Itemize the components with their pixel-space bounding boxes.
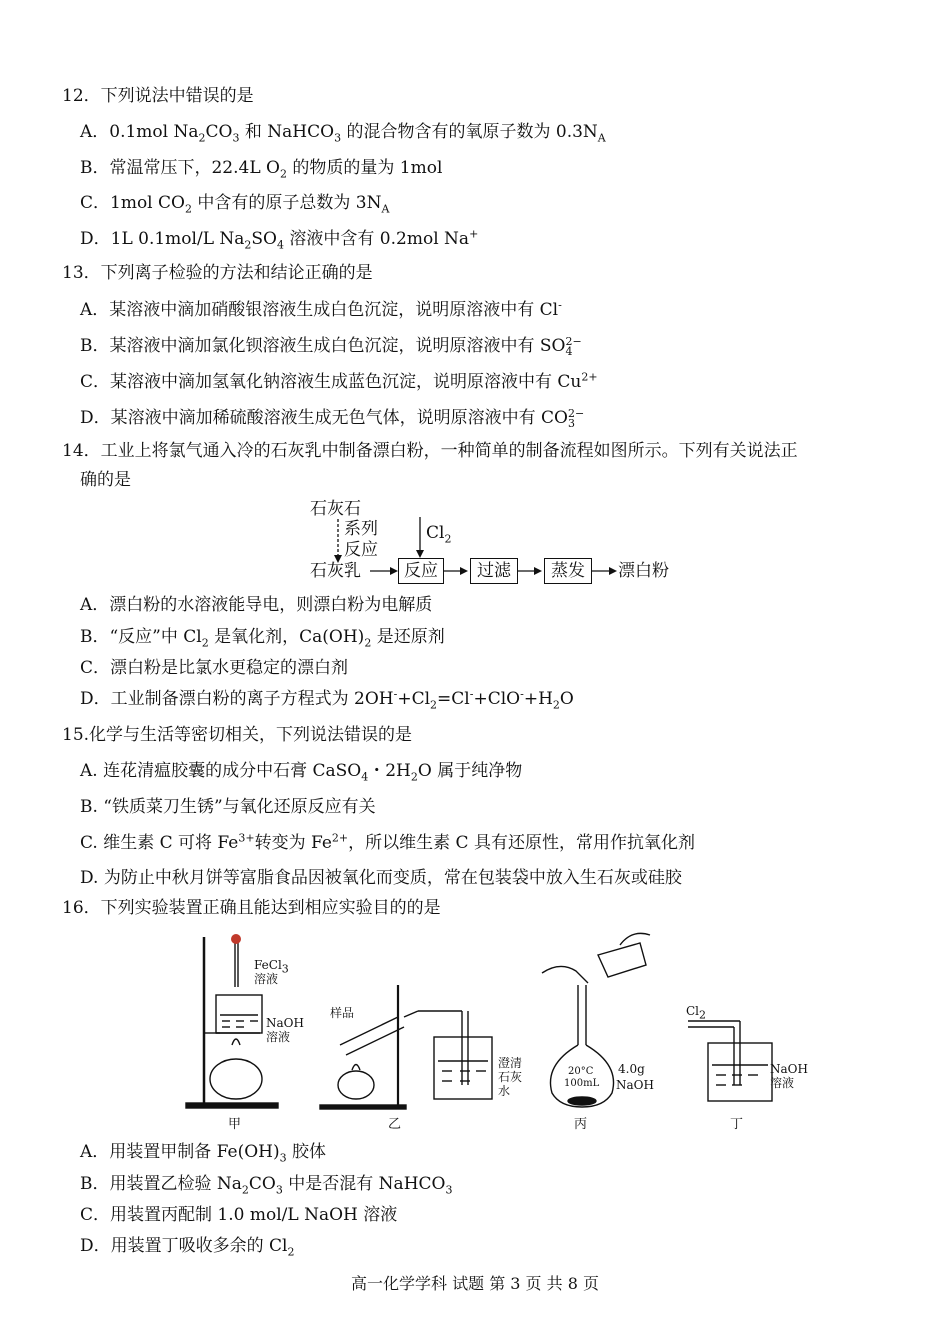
cl2-label: $Cl_2$: [426, 523, 452, 546]
caption-bing: 丙: [574, 1117, 588, 1132]
ding-naoh-label: NaOH: [770, 1062, 808, 1076]
q12-option-a: A．0.1mol $Na_2CO_3$ 和 NaHCO$_3$ 的混合物含有的氧原子数为 $0.3N_A$: [80, 122, 606, 145]
q14-stem-line2: 确的是: [80, 470, 131, 490]
q15-option-c: C. 维生素 C 可将 $Fe^{3+}$转变为 $Fe^{2+}$，所以维生素 C 具有还原性，常用作抗氧化剂: [80, 831, 695, 853]
step-filter: 过滤: [470, 558, 518, 584]
q12-option-c: C．1mol $CO_2$ 中含有的原子总数为 $3N_A$: [80, 193, 390, 216]
q16-stem: 16．下列实验装置正确且能达到相应实验目的的是: [62, 898, 441, 918]
caption-yi: 乙: [388, 1117, 402, 1132]
page-footer: 高一化学学科 试题 第 3 页 共 8 页: [351, 1274, 599, 1293]
caption-jia: 甲: [228, 1117, 242, 1132]
q13-stem: 13．下列离子检验的方法和结论正确的是: [62, 263, 373, 283]
dropper-bulb: [231, 934, 241, 944]
q16-option-d: D．用装置丁吸收多余的 $Cl_2$: [80, 1236, 295, 1259]
sulfate-charge: 2− 4: [565, 334, 582, 358]
q12-stem: 12．下列说法中错误的是: [62, 86, 254, 106]
limestone-label: 石灰石: [310, 499, 361, 519]
q13-option-a: A．某溶液中滴加硝酸银溶液生成白色沉淀，说明原溶液中有 Cl-: [80, 298, 562, 320]
q13-option-b: B．某溶液中滴加氯化钡溶液生成白色沉淀，说明原溶液中有 SO 2− 4: [80, 334, 582, 358]
q16-option-a: A．用装置甲制备 $Fe(OH)_3$ 胶体: [80, 1142, 327, 1165]
reaction-small-label: 反应: [344, 540, 378, 560]
limewater-label-1: 澄清: [498, 1056, 523, 1070]
limewater-label-2: 石灰: [498, 1070, 523, 1084]
flask-volume-label: 100mL: [564, 1078, 600, 1089]
q13-option-d: D．某溶液中滴加稀硫酸溶液生成无色气体，说明原溶液中有 CO 2− 3: [80, 406, 585, 430]
q15-option-b: B. “铁质菜刀生锈”与氧化还原反应有关: [80, 797, 376, 817]
carbonate-charge: 2− 3: [567, 406, 585, 430]
series-label: 系列: [344, 519, 378, 539]
q13-option-c: C．某溶液中滴加氢氧化钠溶液生成蓝色沉淀，说明原溶液中有 $Cu^{2+}$: [80, 370, 598, 392]
flask-temp-label: 20°C: [568, 1066, 594, 1077]
jia-naoh-label: NaOH: [266, 1016, 304, 1030]
caption-ding: 丁: [730, 1117, 744, 1132]
q14-option-a: A．漂白粉的水溶液能导电，则漂白粉为电解质: [80, 595, 433, 615]
apparatus-figure: [180, 925, 820, 1135]
q12-option-d: D．1L 0.1mol/L $Na_2SO_4$ 溶液中含有 0.2mol Na+: [80, 227, 479, 252]
q16-option-c: C．用装置丙配制 1.0 mol/L NaOH 溶液: [80, 1205, 398, 1225]
sample-label: 样品: [330, 1006, 355, 1020]
jia-naoh-solution-label: 溶液: [266, 1030, 291, 1044]
ding-naoh-solution-label: 溶液: [770, 1076, 795, 1090]
q14-stem-line1: 14．工业上将氯气通入冷的石灰乳中制备漂白粉，一种简单的制备流程如图所示。下列有关说法正: [62, 441, 798, 461]
lime-milk-label: 石灰乳: [310, 561, 361, 581]
step-evaporate: 蒸发: [544, 558, 592, 584]
step-reaction: 反应: [398, 558, 444, 584]
q14-option-b: B．“反应”中 $Cl_2$ 是氧化剂，$Ca(OH)_2$ 是还原剂: [80, 627, 445, 650]
product-label: 漂白粉: [618, 561, 669, 581]
naoh-mass-label: 4.0g: [618, 1062, 645, 1076]
q15-option-d: D. 为防止中秋月饼等富脂食品因被氧化而变质，常在包装袋中放入生石灰或硅胶: [80, 868, 682, 888]
bing-naoh-label: NaOH: [616, 1078, 654, 1092]
q14-option-d: D．工业制备漂白粉的离子方程式为 $2OH^-+Cl_2=Cl^-+ClO^-+H_2O$: [80, 687, 574, 712]
limewater-label-3: 水: [498, 1084, 511, 1098]
ding-cl2-label: $Cl_2$: [686, 1004, 707, 1022]
fecl3-solution-label: 溶液: [254, 972, 279, 986]
q14-option-c: C．漂白粉是比氯水更稳定的漂白剂: [80, 658, 349, 678]
q15-stem: 15.化学与生活等密切相关，下列说法错误的是: [62, 725, 413, 745]
q12-option-b: B．常温常压下，22.4L $O_2$ 的物质的量为 1mol: [80, 158, 443, 181]
fecl3-label: FeCl$_3$: [254, 958, 289, 976]
q16-option-b: B．用装置乙检验 $Na_2CO_3$ 中是否混有 NaHCO$_3$: [80, 1174, 453, 1197]
bleach-flowchart: [300, 497, 700, 589]
q15-option-a: A. 连花清瘟胶囊的成分中石膏 CaSO$_4$・$2H_2O$ 属于纯净物: [80, 761, 523, 784]
